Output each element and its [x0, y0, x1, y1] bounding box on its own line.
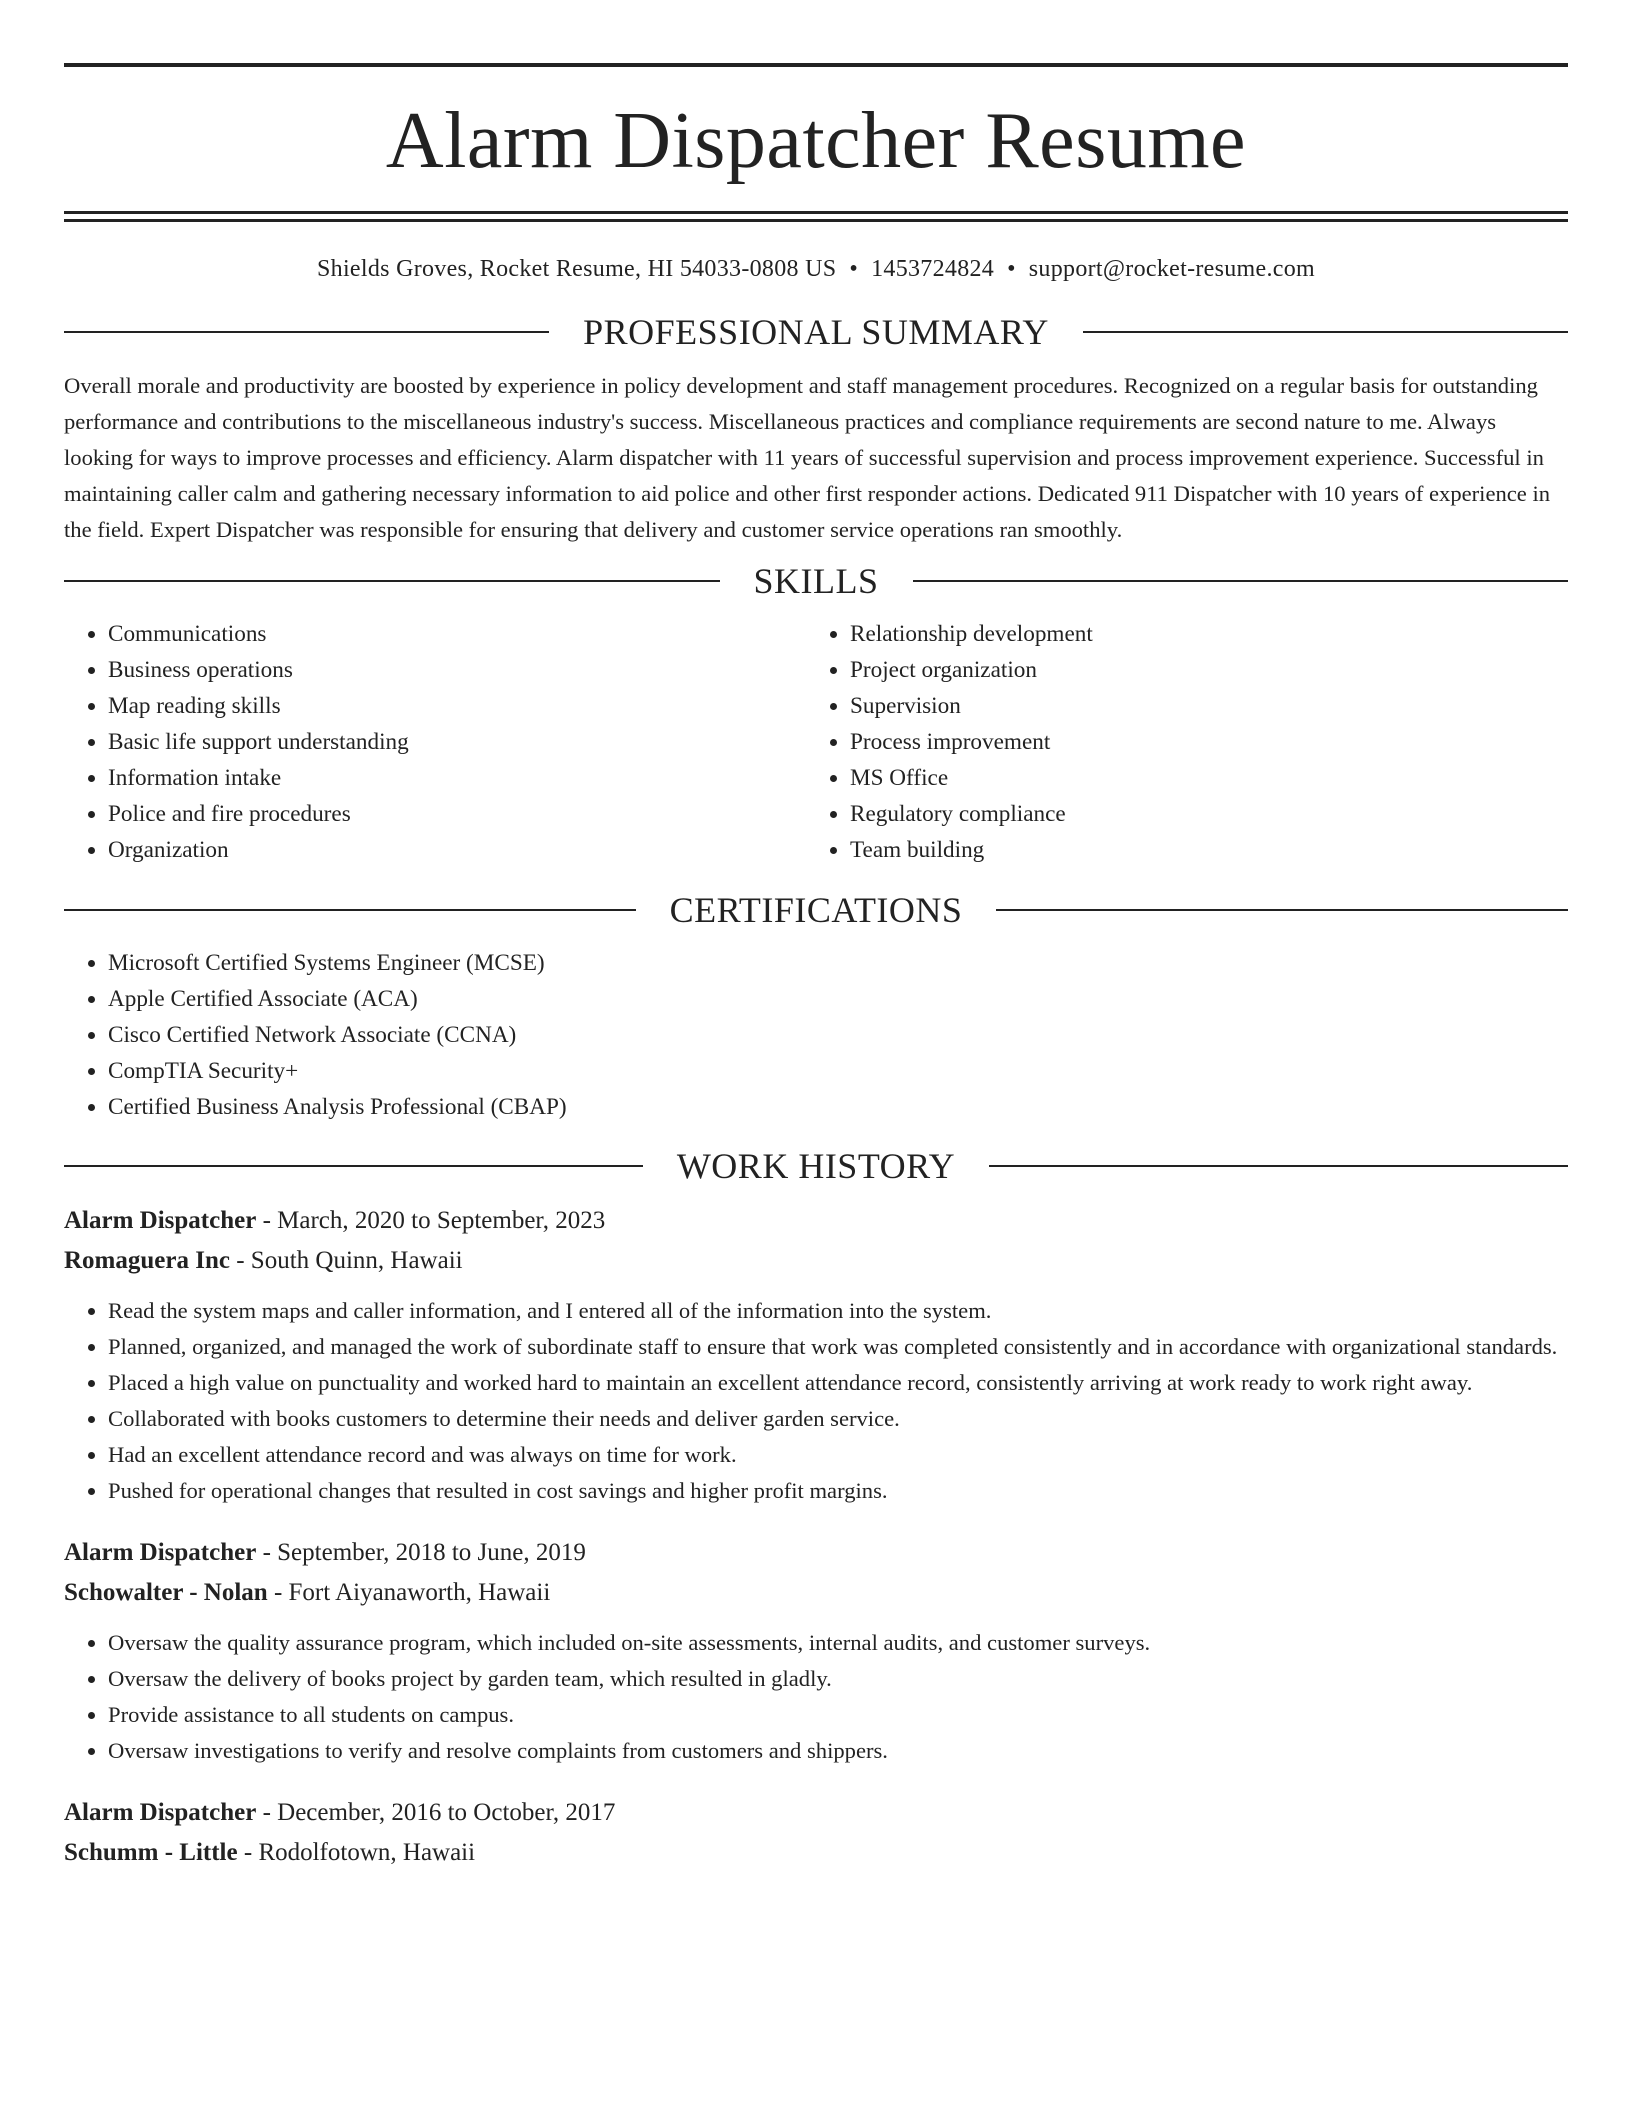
job-entry: [64, 1201, 1568, 1509]
skill-item: • Communications: [108, 616, 806, 652]
job-bullet: • Had an excellent attendance record and was always on time for work.: [108, 1437, 1568, 1473]
job-title-line: Alarm Dispatcher - March, 2020 to September, 2023: [64, 1207, 606, 1234]
work-history-section-header: [64, 1145, 1568, 1187]
job-location: South Quinn, Hawaii: [250, 1247, 463, 1274]
job-title: Alarm Dispatcher: [64, 1799, 257, 1826]
skill-item: • Police and fire procedures: [108, 796, 806, 832]
job-title: Alarm Dispatcher: [64, 1207, 257, 1234]
job-company-line: Schumm - Little - Rodolfotown, Hawaii: [64, 1839, 476, 1866]
section-rule: [913, 580, 1569, 582]
resume-title: Alarm Dispatcher Resume: [385, 97, 1247, 185]
section-rule: [1083, 331, 1568, 333]
job-entry: [64, 1793, 1568, 1873]
skill-item: • Supervision: [850, 688, 1548, 724]
job-dates: September, 2018 to June, 2019: [277, 1539, 586, 1566]
section-title: SKILLS: [753, 561, 879, 601]
resume-page: [64, 0, 1568, 1873]
skill-item: • Relationship development: [850, 616, 1548, 652]
contact-email: support@rocket-resume.com: [1028, 256, 1315, 282]
job-dates: December, 2016 to October, 2017: [277, 1799, 616, 1826]
top-rule: [64, 63, 1568, 67]
skill-item: • MS Office: [850, 760, 1548, 796]
skill-item: • Map reading skills: [108, 688, 806, 724]
job-bullet: • Oversaw the delivery of books project by garden team, which resulted in gladly.: [108, 1661, 1568, 1697]
skill-item: • Process improvement: [850, 724, 1548, 760]
section-rule: [64, 909, 636, 911]
skill-item: • Information intake: [108, 760, 806, 796]
contact-line: [64, 253, 1568, 285]
job-location: Rodolfotown, Hawaii: [258, 1839, 476, 1866]
certification-item: • Certified Business Analysis Professional (CBAP): [108, 1089, 1568, 1125]
section-title: WORK HISTORY: [676, 1146, 956, 1186]
certification-item: • Cisco Certified Network Associate (CCNA): [108, 1017, 1568, 1053]
job-bullet: • Read the system maps and caller information, and I entered all of the information into the system.: [108, 1293, 1568, 1329]
job-bullet: • Oversaw investigations to verify and resolve complaints from customers and shippers.: [108, 1733, 1568, 1769]
certifications-list: [64, 945, 1568, 1125]
job-company-line: Romaguera Inc - South Quinn, Hawaii: [64, 1247, 463, 1274]
job-bullet: • Planned, organized, and managed the work of subordinate staff to ensure that work was completed consistently and in accordance with organizational standards.: [108, 1329, 1568, 1365]
job-company: Schumm - Little: [64, 1839, 238, 1866]
skills-grid: [64, 616, 1568, 868]
skill-item: • Regulatory compliance: [850, 796, 1548, 832]
skill-item: • Project organization: [850, 652, 1548, 688]
skills-list-right: [806, 616, 1548, 868]
section-rule: [64, 580, 720, 582]
section-rule: [64, 331, 549, 333]
skill-item: • Team building: [850, 832, 1548, 868]
job-bullets: [64, 1625, 1568, 1769]
certification-item: • Apple Certified Associate (ACA): [108, 981, 1568, 1017]
contact-separator: •: [1007, 256, 1016, 282]
job-location: Fort Aiyanaworth, Hawaii: [288, 1579, 551, 1606]
job-title: Alarm Dispatcher: [64, 1539, 257, 1566]
skills-column-left: [64, 616, 806, 868]
job-entry: [64, 1533, 1568, 1769]
job-company: Romaguera Inc: [64, 1247, 230, 1274]
job-bullet: • Provide assistance to all students on campus.: [108, 1697, 1568, 1733]
section-rule: [996, 909, 1568, 911]
summary-section-header: [64, 311, 1568, 353]
job-title-line: Alarm Dispatcher - September, 2018 to June, 2019: [64, 1539, 586, 1566]
contact-separator: •: [849, 256, 859, 282]
summary-text: Overall morale and productivity are boosted by experience in policy development and staff management procedures. Recognized on a regular basis for outstanding performance and contributions to the miscellaneous industry's success. Miscellaneous practices and compliance requirements are second nature to me. Always looking for ways to improve processes and efficiency. Alarm dispatcher with 11 years of successful supervision and process improvement experience. Successful in maintaining caller calm and gathering necessary information to aid police and other first responder actions. Dedicated 911 Dispatcher with 10 years of experience in the field. Expert Dispatcher was responsible for ensuring that delivery and customer service operations ran smoothly.: [64, 373, 1551, 542]
job-bullets: [64, 1293, 1568, 1509]
job-title-line: Alarm Dispatcher - December, 2016 to October, 2017: [64, 1799, 616, 1826]
section-title: CERTIFICATIONS: [669, 890, 963, 930]
skills-list-left: [64, 616, 806, 868]
skill-item: • Business operations: [108, 652, 806, 688]
section-rule: [64, 1165, 643, 1167]
contact-phone: 1453724824: [871, 256, 995, 282]
skills-section-header: [64, 560, 1568, 602]
job-bullet: • Collaborated with books customers to determine their needs and deliver garden service.: [108, 1401, 1568, 1437]
contact-address: Shields Groves, Rocket Resume, HI 54033-0808 US: [317, 256, 837, 282]
certifications-section-header: [64, 889, 1568, 931]
certification-item: • CompTIA Security+: [108, 1053, 1568, 1089]
skill-item: • Basic life support understanding: [108, 724, 806, 760]
section-rule: [989, 1165, 1568, 1167]
skill-item: • Organization: [108, 832, 806, 868]
work-history-list: [64, 1201, 1568, 1873]
job-bullet: • Placed a high value on punctuality and worked hard to maintain an excellent attendance record, consistently arriving at work ready to work right away.: [108, 1365, 1568, 1401]
job-bullet: • Oversaw the quality assurance program, which included on-site assessments, internal audits, and customer surveys.: [108, 1625, 1568, 1661]
title-double-rule: [64, 211, 1568, 222]
job-bullet: • Pushed for operational changes that resulted in cost savings and higher profit margins.: [108, 1473, 1568, 1509]
job-company: Schowalter - Nolan: [64, 1579, 268, 1606]
job-company-line: Schowalter - Nolan - Fort Aiyanaworth, Hawaii: [64, 1579, 551, 1606]
job-dates: March, 2020 to September, 2023: [277, 1207, 606, 1234]
section-title: PROFESSIONAL SUMMARY: [583, 312, 1049, 352]
skills-column-right: [806, 616, 1548, 868]
certification-item: • Microsoft Certified Systems Engineer (MCSE): [108, 945, 1568, 981]
